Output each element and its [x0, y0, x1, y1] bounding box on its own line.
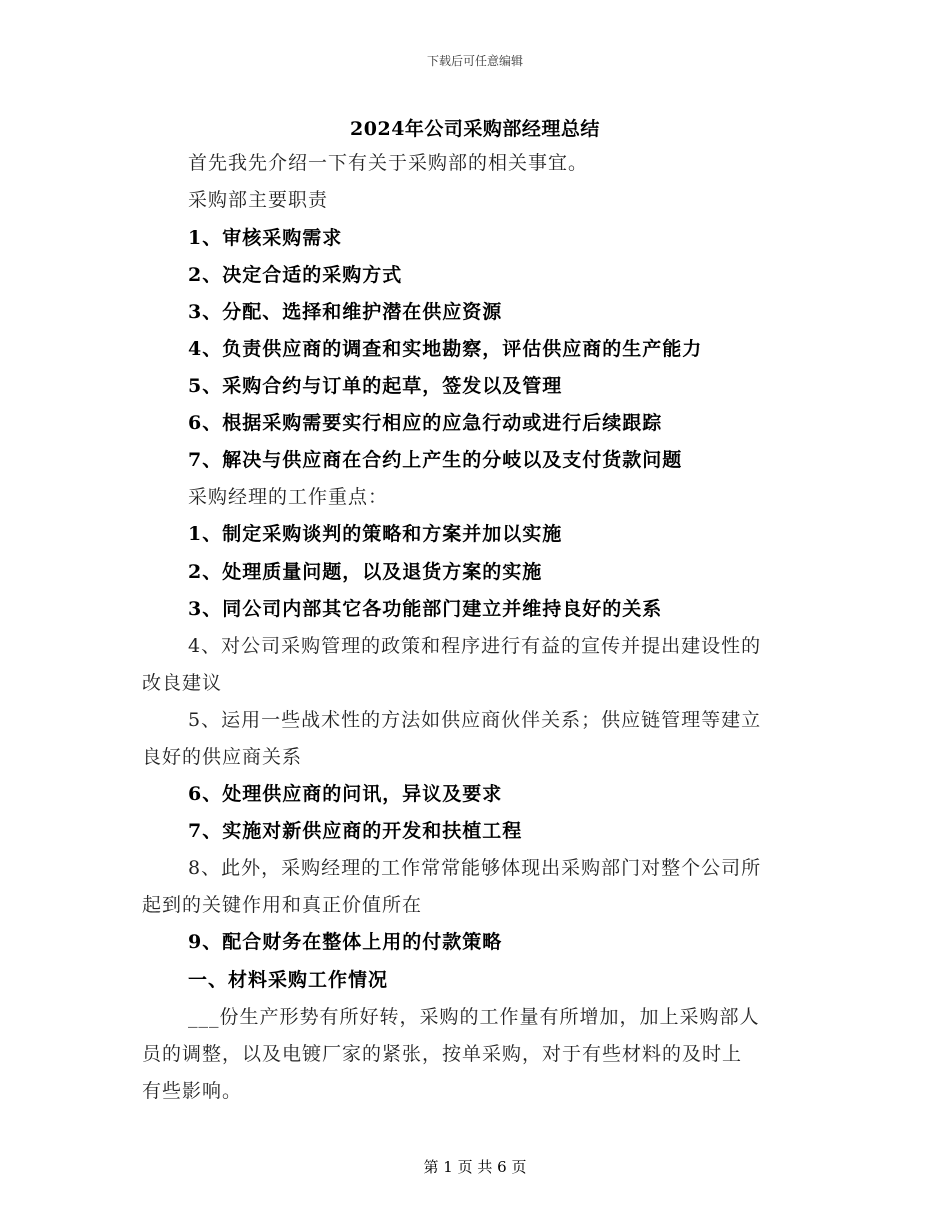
duty-item: 2、决定合适的采购方式 — [188, 264, 403, 286]
focus-item: 8、此外，采购经理的工作常常能够体现出采购部门对整个公司所 — [188, 857, 762, 879]
focus-item-continuation: 改良建议 — [142, 672, 223, 694]
duty-item: 5、采购合约与订单的起草，签发以及管理 — [188, 375, 563, 397]
focus-item-continuation: 起到的关键作用和真正价值所在 — [142, 894, 423, 916]
section-heading-focus: 采购经理的工作重点： — [188, 486, 389, 508]
focus-item: 7、实施对新供应商的开发和扶植工程 — [188, 820, 523, 842]
duty-item: 1、审核采购需求 — [188, 227, 343, 249]
intro-paragraph: 首先我先介绍一下有关于采购部的相关事宜。 — [188, 152, 589, 174]
body-paragraph: ___份生产形势有所好转，采购的工作量有所增加，加上采购部人 — [188, 1006, 760, 1028]
duty-item: 6、根据采购需要实行相应的应急行动或进行后续跟踪 — [188, 412, 663, 434]
focus-item: 6、处理供应商的问讯，异议及要求 — [188, 783, 503, 805]
header-note: 下载后可任意编辑 — [426, 54, 523, 68]
focus-item: 1、制定采购谈判的策略和方案并加以实施 — [188, 523, 563, 545]
focus-item-continuation: 良好的供应商关系 — [142, 746, 303, 768]
focus-item: 9、配合财务在整体上用的付款策略 — [188, 931, 503, 953]
section-heading-materials: 一、材料采购工作情况 — [188, 969, 389, 991]
duty-item: 7、解决与供应商在合约上产生的分岐以及支付货款问题 — [188, 449, 683, 471]
body-paragraph-continuation: 有些影响。 — [142, 1080, 243, 1102]
duty-item: 3、分配、选择和维护潜在供应资源 — [188, 301, 503, 323]
focus-item: 3、同公司内部其它各功能部门建立并维持良好的关系 — [188, 598, 663, 620]
focus-item: 5、运用一些战术性的方法如供应商伙伴关系；供应链管理等建立 — [188, 709, 762, 731]
page-footer: 第 1 页 共 6 页 — [423, 1158, 527, 1176]
section-heading-duties: 采购部主要职责 — [188, 189, 329, 211]
focus-item: 2、处理质量问题，以及退货方案的实施 — [188, 561, 543, 583]
duty-item: 4、负责供应商的调查和实地勘察，评估供应商的生产能力 — [188, 338, 703, 360]
body-paragraph-continuation: 员的调整，以及电镀厂家的紧张，按单采购，对于有些材料的及时上 — [142, 1043, 743, 1065]
document-title: 2024年公司采购部经理总结 — [350, 118, 600, 140]
focus-item: 4、对公司采购管理的政策和程序进行有益的宣传并提出建设性的 — [188, 635, 762, 657]
